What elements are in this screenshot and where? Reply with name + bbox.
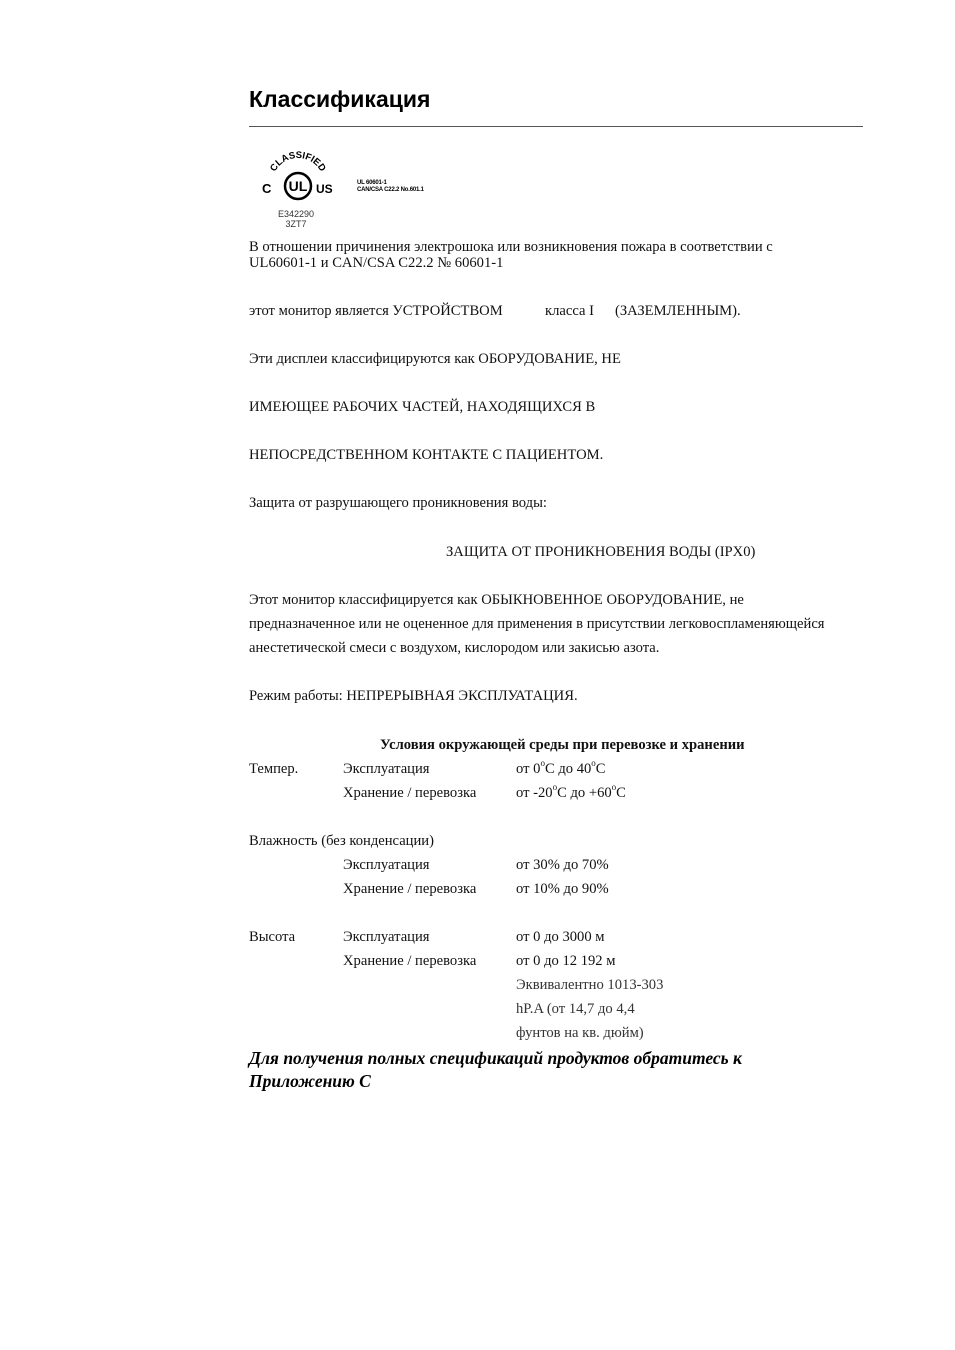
- paragraph-2-part-1: этот монитор является УСТРОЙСТВОМ: [249, 303, 503, 319]
- altitude-note-line-3: фунтов на кв. дюйм): [516, 1025, 644, 1041]
- title-divider: [249, 126, 863, 127]
- temp-storage-label: Хранение / перевозка: [343, 785, 477, 801]
- degree-sign: o: [611, 782, 617, 793]
- ul-standard-line-1: UL 60601-1: [357, 180, 387, 186]
- temp-st-from: от -20: [516, 785, 553, 801]
- temp-operation-value: [516, 758, 606, 778]
- degree-sign: o: [591, 758, 596, 769]
- temp-storage-value: [516, 782, 626, 802]
- temp-st-to: С до +60: [557, 785, 612, 801]
- altitude-note-line-1: Эквивалентно 1013-303: [516, 977, 664, 993]
- page-title: Классификация: [249, 86, 431, 112]
- paragraph-6: Защита от разрушающего проникновения воды:: [249, 495, 547, 511]
- altitude-storage-label: Хранение / перевозка: [343, 953, 477, 969]
- logo-right-letters: US: [316, 182, 333, 196]
- paragraph-3: Эти дисплеи классифицируются как ОБОРУДОВАНИЕ, НЕ: [249, 351, 621, 367]
- logo-center-letters: UL: [288, 178, 308, 194]
- logo-left-letter: C: [262, 181, 272, 196]
- humidity-operation-value: от 30% до 70%: [516, 857, 609, 873]
- logo-arc-text: CLASSIFIED: [268, 150, 328, 174]
- paragraph-8-line-2: предназначенное или не оцененное для применения в присутствии легковоспламеняющейся: [249, 616, 825, 632]
- altitude-operation-value: от 0 до 3000 м: [516, 929, 605, 945]
- ul-standard-line-2: CAN/CSA C22.2 No.601.1: [357, 187, 424, 193]
- paragraph-7: ЗАЩИТА ОТ ПРОНИКНОВЕНИЯ ВОДЫ (IPX0): [446, 544, 756, 560]
- temp-operation-label: Эксплуатация: [343, 761, 430, 777]
- temp-op-unit: С: [595, 761, 606, 777]
- altitude-note-line-2: hP.A (от 14,7 до 4,4: [516, 1001, 635, 1017]
- paragraph-4: ИМЕЮЩЕЕ РАБОЧИХ ЧАСТЕЙ, НАХОДЯЩИХСЯ В: [249, 399, 596, 415]
- env-table-heading: Условия окружающей среды при перевозке и хранении: [380, 737, 745, 753]
- logo-code-2: 3ZT7: [285, 219, 307, 229]
- temp-op-to: С до 40: [544, 761, 592, 777]
- humidity-storage-label: Хранение / перевозка: [343, 881, 477, 897]
- footer-note-line-1: Для получения полных спецификаций продуктов обратитесь к: [249, 1048, 742, 1068]
- ul-logo-icon: [258, 150, 338, 212]
- paragraph-2-part-3: (ЗАЗЕМЛЕННЫМ).: [615, 303, 741, 319]
- humidity-operation-label: Эксплуатация: [343, 857, 430, 873]
- temp-st-unit: С: [616, 785, 626, 801]
- degree-sign: o: [540, 758, 545, 769]
- ul-certification-logo: [258, 150, 338, 232]
- paragraph-8-line-3: анестетической смеси с воздухом, кислородом или закисью азота.: [249, 640, 660, 656]
- paragraph-1-line-1: В отношении причинения электрошока или возникновения пожара в соответствии с: [249, 239, 773, 255]
- altitude-operation-label: Эксплуатация: [343, 929, 430, 945]
- altitude-label: Высота: [249, 929, 296, 945]
- logo-code-1: E342290: [277, 209, 315, 219]
- temp-op-from: от 0: [516, 761, 541, 777]
- altitude-storage-value: от 0 до 12 192 м: [516, 953, 616, 969]
- paragraph-1-line-2: UL60601-1 и CAN/CSA C22.2 № 60601-1: [249, 255, 504, 271]
- paragraph-8-line-1: Этот монитор классифицируется как ОБЫКНОВЕННОЕ ОБОРУДОВАНИЕ, не: [249, 592, 744, 608]
- humidity-label: Влажность (без конденсации): [249, 833, 434, 849]
- degree-sign: o: [552, 782, 558, 793]
- footer-note-line-2: Приложению С: [249, 1071, 371, 1091]
- paragraph-2-part-2: класса I: [545, 303, 594, 319]
- paragraph-5: НЕПОСРЕДСТВЕННОМ КОНТАКТЕ С ПАЦИЕНТОМ.: [249, 447, 604, 463]
- svg-text:CLASSIFIED: [268, 150, 328, 174]
- temp-label: Темпер.: [249, 761, 299, 777]
- paragraph-9: Режим работы: НЕПРЕРЫВНАЯ ЭКСПЛУАТАЦИЯ.: [249, 688, 578, 704]
- humidity-storage-value: от 10% до 90%: [516, 881, 609, 897]
